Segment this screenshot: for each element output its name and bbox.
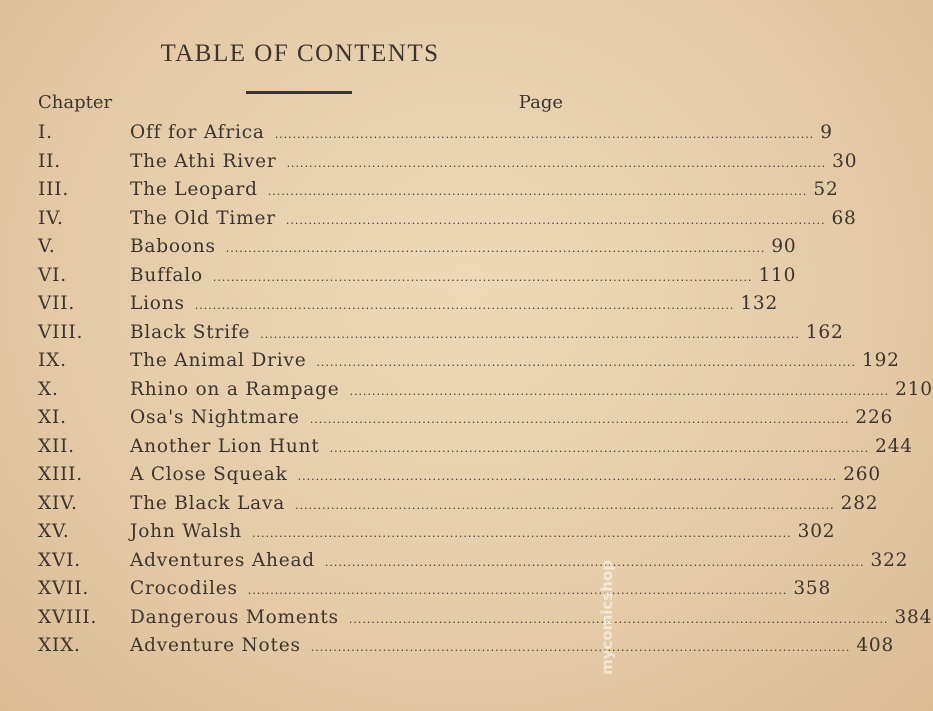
- chapter-number: XVI.: [38, 549, 81, 571]
- chapter-title: Baboons: [130, 236, 216, 257]
- leader-dots: [248, 584, 788, 597]
- chapter-number: III.: [38, 179, 70, 200]
- page-number: 9: [820, 122, 833, 143]
- toc-entry: [38, 578, 832, 607]
- chapter-number: VII.: [38, 293, 76, 314]
- leader-dots: [252, 527, 792, 540]
- toc-entry: [38, 407, 894, 436]
- toc-entry: [38, 435, 913, 465]
- chapter-number: XIII.: [38, 464, 83, 485]
- page-number: 210: [895, 378, 933, 400]
- chapter-number: V.: [38, 236, 56, 257]
- chapter-number: II.: [38, 150, 61, 172]
- chapter-title: Adventures Ahead: [130, 549, 315, 571]
- page-number: 282: [840, 492, 879, 514]
- chapter-title: John Walsh: [130, 521, 243, 542]
- page-number: 384: [894, 606, 933, 628]
- toc-entry: [38, 464, 881, 493]
- toc-entry: [38, 150, 858, 180]
- toc-entry: [38, 122, 833, 151]
- chapter-number: XII.: [38, 435, 75, 457]
- chapter-title: Another Lion Hunt: [130, 435, 320, 457]
- watermark: mycomicshop: [598, 560, 616, 675]
- chapter-title: Rhino on a Rampage: [130, 378, 340, 400]
- toc-entry: [38, 606, 933, 636]
- chapter-title: The Old Timer: [130, 207, 276, 229]
- toc-entry: [38, 350, 900, 379]
- chapter-title: The Animal Drive: [130, 350, 307, 371]
- chapter-number: XIX.: [38, 635, 81, 656]
- chapter-number: XVII.: [38, 578, 90, 599]
- chapter-number: XI.: [38, 407, 67, 428]
- chapter-number: IV.: [38, 207, 64, 229]
- leader-dots: [295, 499, 835, 512]
- leader-dots: [286, 214, 826, 227]
- toc-entry: [38, 549, 909, 579]
- page-number: 244: [875, 435, 913, 457]
- chapter-title: A Close Squeak: [130, 464, 288, 485]
- chapter-title: Adventure Notes: [130, 635, 301, 656]
- chapter-number: XIV.: [38, 492, 78, 514]
- leader-dots: [316, 356, 856, 369]
- page-number: 408: [856, 635, 895, 656]
- page-number: 322: [870, 549, 909, 571]
- page-title: TABLE OF CONTENTS: [160, 40, 440, 67]
- leader-dots: [349, 613, 889, 626]
- page-number: 358: [793, 578, 832, 599]
- leader-dots: [310, 413, 850, 426]
- leader-dots: [298, 470, 838, 483]
- page-number: 132: [740, 293, 779, 314]
- toc-entry: [38, 492, 879, 522]
- toc-entry: [38, 321, 844, 351]
- leader-dots: [260, 328, 800, 341]
- chapter-title: The Athi River: [130, 150, 277, 172]
- chapter-number: XVIII.: [38, 606, 98, 628]
- chapter-title: Black Strife: [130, 321, 251, 343]
- leader-dots: [287, 157, 827, 170]
- leader-dots: [330, 442, 870, 455]
- chapter-number: IX.: [38, 350, 67, 371]
- title-rule: [246, 91, 352, 94]
- chapter-title: Buffalo: [130, 264, 203, 286]
- chapter-number: X.: [38, 378, 59, 400]
- toc-entry: [38, 179, 839, 208]
- page-number: 68: [831, 207, 857, 229]
- chapter-number: VI.: [38, 264, 67, 286]
- leader-dots: [275, 128, 815, 141]
- leader-dots: [311, 641, 851, 654]
- leader-dots: [325, 556, 865, 569]
- leader-dots: [268, 185, 808, 198]
- toc-entry: [38, 207, 857, 237]
- page-number: 226: [855, 407, 894, 428]
- page-number: 302: [797, 521, 836, 542]
- chapter-title: Osa's Nightmare: [130, 407, 300, 428]
- toc-entry: [38, 293, 779, 322]
- toc-entry: [38, 635, 895, 664]
- page-number: 260: [843, 464, 881, 485]
- page-number: 162: [805, 321, 844, 343]
- toc-entry: [38, 378, 933, 408]
- chapter-title: Off for Africa: [130, 122, 265, 143]
- chapter-title: Lions: [130, 293, 185, 314]
- chapter-title: Dangerous Moments: [130, 606, 339, 628]
- page-number: 30: [832, 150, 858, 172]
- chapter-number: I.: [38, 122, 53, 143]
- page-number: 110: [758, 264, 797, 286]
- toc-entry: [38, 521, 836, 550]
- toc-entry: [38, 236, 797, 265]
- page-number: 52: [813, 179, 839, 200]
- leader-dots: [213, 271, 753, 284]
- leader-dots: [350, 385, 890, 398]
- leader-dots: [195, 299, 735, 312]
- page-number: 192: [862, 350, 900, 371]
- chapter-title: Crocodiles: [130, 578, 238, 599]
- page-header: Page: [518, 92, 563, 113]
- leader-dots: [226, 242, 766, 255]
- chapter-title: The Leopard: [130, 179, 258, 200]
- page-number: 90: [771, 236, 797, 257]
- chapter-header: Chapter: [38, 92, 113, 113]
- chapter-number: XV.: [38, 521, 70, 542]
- toc-entry: [38, 264, 797, 294]
- chapter-title: The Black Lava: [130, 492, 286, 514]
- chapter-number: VIII.: [38, 321, 84, 343]
